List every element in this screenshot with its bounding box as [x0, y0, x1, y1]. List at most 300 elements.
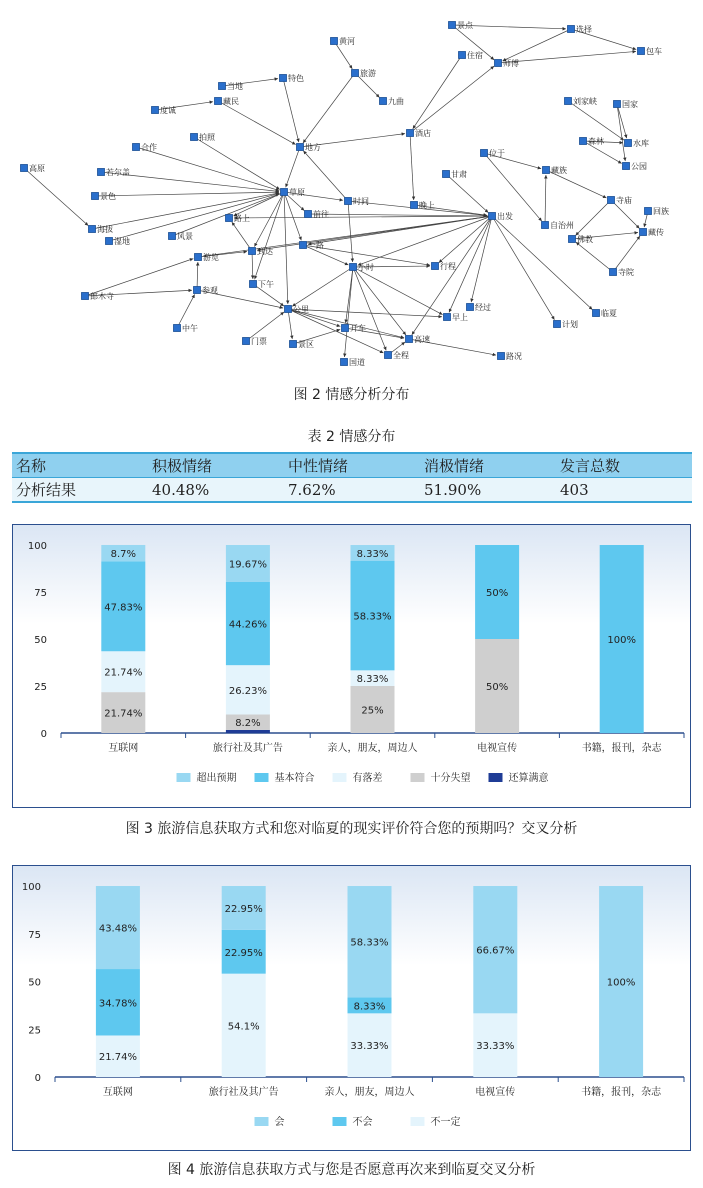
node-marker	[297, 144, 304, 151]
node-marker	[21, 165, 28, 172]
node-marker	[593, 310, 600, 317]
table-header-cell: 名称	[16, 457, 47, 475]
node-label: 选择	[576, 25, 592, 34]
graph-edge	[92, 193, 279, 229]
graph-node	[543, 165, 568, 175]
graph-node	[191, 132, 216, 142]
node-marker	[407, 130, 414, 137]
category-label: 旅行社及其广告	[212, 743, 283, 754]
graph-node	[280, 73, 305, 83]
node-label: 草原	[289, 188, 305, 197]
graph-edge	[471, 216, 492, 302]
nodes-group	[21, 20, 670, 367]
node-label: 一路	[308, 241, 324, 250]
graph-edge	[303, 151, 348, 201]
node-label: 旅游	[360, 69, 376, 78]
legend-label: 十分失望	[430, 773, 471, 784]
graph-node	[554, 319, 579, 329]
graph-node	[498, 351, 523, 361]
data-label: 34.78%	[98, 998, 137, 1010]
data-label: 100%	[607, 635, 636, 646]
node-marker	[331, 38, 338, 45]
graph-node	[250, 279, 275, 289]
data-label: 50%	[485, 682, 509, 693]
node-marker	[82, 293, 89, 300]
node-marker	[249, 248, 256, 255]
graph-edge	[288, 309, 292, 339]
node-label: 寺院	[618, 268, 634, 277]
node-label: 若尔盖	[106, 168, 130, 177]
graph-node	[92, 191, 117, 201]
data-label: 22.95%	[224, 947, 263, 959]
data-label: 21.74%	[104, 667, 143, 679]
node-marker	[543, 167, 550, 174]
node-marker	[92, 193, 99, 200]
node-marker	[342, 325, 349, 332]
graph-node	[106, 236, 131, 246]
node-marker	[640, 229, 647, 236]
data-label: 19.67%	[228, 559, 267, 571]
graph-edge	[286, 147, 300, 187]
y-tick-label: 50	[28, 977, 41, 989]
table-cell: 51.90%	[424, 480, 482, 499]
node-label: 水库	[633, 139, 649, 148]
data-label: 21.74%	[104, 708, 143, 720]
legend-swatch	[333, 773, 347, 782]
legend-swatch	[255, 773, 269, 782]
data-label: 22.95%	[224, 903, 263, 915]
graph-node	[342, 323, 367, 333]
data-label: 58.33%	[353, 611, 392, 623]
graph-edge	[288, 309, 442, 317]
graph-node	[249, 246, 274, 256]
graph-edge	[85, 259, 193, 296]
node-marker	[449, 22, 456, 29]
graph-edge	[303, 73, 355, 143]
graph-node	[625, 138, 650, 148]
node-label: 酒店	[415, 129, 431, 138]
graph-node	[495, 58, 520, 68]
y-tick-label: 75	[34, 588, 47, 599]
node-label: 到达	[257, 247, 273, 256]
category-label: 亲人，朋友，周边人	[327, 743, 418, 754]
table2-title: 表 2 情感分布	[307, 429, 396, 445]
graph-node	[407, 128, 432, 138]
node-marker	[215, 98, 222, 105]
graph-edge	[484, 153, 542, 221]
node-marker	[542, 222, 549, 229]
node-marker	[481, 150, 488, 157]
data-label: 25%	[361, 705, 384, 717]
graph-edge	[255, 192, 284, 279]
node-label: 开车	[350, 324, 366, 333]
node-marker	[580, 138, 587, 145]
node-label: 藏传	[648, 228, 664, 237]
graph-edge	[95, 192, 279, 196]
graph-node	[350, 262, 375, 272]
node-marker	[565, 98, 572, 105]
data-label: 47.83%	[104, 602, 143, 614]
graph-edge	[284, 192, 301, 240]
category-label: 互联网	[108, 743, 139, 754]
node-marker	[106, 238, 113, 245]
node-marker	[467, 304, 474, 311]
category-label: 电视宣传	[475, 1087, 516, 1098]
graph-edge	[283, 78, 299, 142]
data-label: 8.33%	[356, 548, 389, 560]
graph-node	[89, 224, 114, 234]
graph-edge	[136, 147, 279, 191]
node-label: 国道	[349, 358, 365, 367]
node-marker	[341, 359, 348, 366]
node-marker	[385, 352, 392, 359]
graph-node	[385, 350, 410, 360]
graph-node	[281, 187, 306, 197]
node-label: 特色	[288, 74, 304, 83]
data-label: 33.33%	[476, 1041, 515, 1053]
graph-node	[610, 267, 635, 277]
legend-swatch	[411, 773, 425, 782]
node-label: 拍照	[199, 133, 215, 142]
table-cell: 40.48%	[152, 480, 210, 499]
graph-node	[449, 20, 474, 30]
legend-label: 不一定	[430, 1117, 461, 1128]
graph-node	[580, 136, 605, 146]
graph-node	[290, 339, 315, 349]
node-marker	[305, 211, 312, 218]
category-label: 电视宣传	[477, 743, 518, 754]
node-marker	[614, 101, 621, 108]
node-label: 湿地	[114, 237, 130, 246]
node-marker	[569, 236, 576, 243]
graph-node	[226, 213, 251, 223]
node-label: 寺庙	[616, 196, 632, 205]
graph-node	[133, 142, 158, 152]
node-label: 临夏	[601, 309, 617, 318]
table-header-cell: 中性情绪	[288, 457, 349, 475]
graph-node	[285, 305, 310, 314]
graph-node	[152, 105, 177, 115]
graph-edge	[410, 133, 414, 200]
node-label: 佛教	[577, 235, 593, 244]
graph-node	[593, 308, 618, 318]
graph-edge	[254, 192, 284, 247]
graph-edge	[576, 200, 611, 235]
node-label: 行程	[440, 262, 456, 271]
table-row	[12, 478, 692, 503]
node-label: 小时	[358, 263, 374, 272]
node-label: 游览	[203, 253, 219, 262]
graph-node	[98, 167, 131, 177]
legend-swatch	[489, 773, 503, 782]
graph-node	[467, 302, 492, 312]
node-marker	[406, 336, 413, 343]
node-marker	[290, 341, 297, 348]
node-label: 下午	[258, 280, 274, 289]
legend-label: 会	[274, 1117, 285, 1128]
graph-node	[331, 36, 356, 46]
graph-node	[345, 196, 370, 206]
node-marker	[489, 213, 496, 220]
node-label: 景点	[457, 21, 473, 30]
table-cell: 403	[560, 480, 589, 499]
graph-node	[195, 252, 220, 262]
graph-node	[406, 334, 431, 344]
node-label: 全程	[393, 351, 409, 360]
node-marker	[444, 314, 451, 321]
node-label: 出发	[497, 212, 513, 221]
legend-label: 基本符合	[274, 773, 315, 784]
node-marker	[554, 321, 561, 328]
node-marker	[498, 353, 505, 360]
node-marker	[133, 144, 140, 151]
data-label: 8.2%	[235, 718, 261, 730]
node-marker	[625, 140, 632, 147]
graph-edge	[308, 214, 487, 216]
graph-node	[194, 285, 219, 295]
edges-group	[24, 25, 648, 357]
graph-node	[569, 234, 594, 244]
graph-node	[444, 312, 469, 322]
graph-node	[243, 336, 268, 346]
table-header-cell: 发言总数	[560, 457, 621, 475]
graph-edge	[194, 137, 280, 189]
node-marker	[243, 338, 250, 345]
table-cell: 分析结果	[16, 481, 77, 499]
graph-edge	[446, 174, 488, 213]
graph-node	[169, 231, 194, 241]
legend-label: 有落差	[352, 773, 383, 784]
node-label: 高原	[29, 164, 45, 173]
node-label: 自治州	[550, 221, 574, 230]
node-marker	[443, 171, 450, 178]
data-label: 54.1%	[227, 1021, 260, 1033]
node-marker	[194, 287, 201, 294]
graph-node	[623, 162, 648, 171]
graph-edge	[353, 267, 443, 315]
graph-edge	[292, 267, 353, 306]
node-label: 甘肃	[451, 170, 467, 179]
graph-node	[645, 206, 670, 216]
figure4-chart-frame	[12, 865, 691, 1151]
data-label: 8.33%	[356, 674, 389, 686]
node-marker	[608, 197, 615, 204]
graph-node	[608, 195, 633, 205]
graph-node	[352, 68, 377, 78]
node-label: 前往	[313, 210, 329, 219]
data-label: 26.23%	[228, 685, 267, 697]
graph-node	[614, 99, 639, 109]
node-label: 九曲	[388, 97, 404, 106]
node-marker	[568, 26, 575, 33]
legend-swatch	[255, 1117, 269, 1126]
node-label: 森林	[588, 137, 604, 146]
node-marker	[285, 306, 292, 313]
node-marker	[345, 198, 352, 205]
category-label: 书籍，报刊，杂志	[581, 1087, 662, 1098]
graph-edge	[234, 216, 492, 218]
node-label: 黄河	[339, 37, 355, 46]
node-label: 师傅	[503, 59, 519, 68]
sentiment-network-graph	[0, 0, 703, 375]
graph-edge	[503, 29, 571, 61]
node-marker	[623, 163, 630, 170]
figure3-caption: 图 3 旅游信息获取方式和您对临夏的现实评价符合您的预期吗？交叉分析	[125, 821, 578, 837]
graph-node	[542, 220, 575, 230]
node-label: 国家	[622, 100, 638, 109]
node-label: 藏民	[223, 97, 239, 106]
data-label: 58.33%	[350, 937, 389, 949]
node-label: 合作	[141, 143, 157, 152]
graph-edge	[232, 222, 252, 251]
y-tick-label: 0	[34, 1073, 41, 1084]
figure3-chart-frame	[12, 524, 691, 808]
node-label: 风景	[177, 232, 193, 241]
node-label: 公园	[631, 162, 647, 171]
graph-edge	[252, 251, 253, 279]
node-marker	[226, 215, 233, 222]
node-marker	[350, 264, 357, 271]
node-marker	[174, 325, 181, 332]
bar-segment	[226, 730, 270, 733]
figure4-caption: 图 4 旅游信息获取方式与您是否愿意再次来到临夏交叉分析	[167, 1162, 536, 1178]
node-marker	[195, 254, 202, 261]
node-marker	[638, 48, 645, 55]
node-marker	[191, 134, 198, 141]
graph-edge	[197, 262, 198, 290]
category-label: 亲人，朋友，周边人	[324, 1087, 415, 1098]
graph-node	[638, 46, 663, 56]
graph-edge	[613, 236, 640, 272]
graph-node	[432, 261, 457, 271]
graph-edge	[545, 175, 546, 225]
table-header-cell: 消极情绪	[424, 457, 485, 475]
node-label: 地方	[305, 143, 321, 152]
node-label: 藏族	[551, 166, 567, 175]
y-tick-label: 25	[28, 1025, 41, 1037]
node-marker	[169, 233, 176, 240]
graph-node	[341, 357, 366, 367]
graph-edge	[617, 104, 627, 138]
node-label: 路况	[506, 352, 522, 361]
y-tick-label: 50	[34, 635, 47, 646]
graph-node	[215, 96, 240, 106]
node-label: 路上	[234, 214, 250, 223]
graph-edge	[492, 216, 554, 320]
node-marker	[380, 98, 387, 105]
y-tick-label: 0	[40, 729, 47, 740]
data-label: 21.74%	[98, 1052, 137, 1064]
graph-edge	[492, 216, 592, 310]
legend-swatch	[177, 773, 191, 782]
node-label: 经过	[475, 303, 491, 312]
graph-node	[380, 96, 405, 106]
node-label: 郎木寺	[90, 292, 114, 301]
graph-node	[411, 200, 436, 210]
node-label: 度诚	[160, 106, 176, 115]
graph-node	[219, 81, 244, 91]
node-label: 中午	[182, 324, 198, 333]
graph-edge	[576, 242, 613, 272]
figure2-caption: 图 2 情感分析分布	[293, 387, 410, 403]
graph-edge	[410, 66, 494, 133]
legend-label: 超出预期	[196, 773, 237, 784]
data-label: 43.48%	[98, 923, 137, 935]
graph-edge	[353, 267, 386, 350]
graph-node	[21, 163, 46, 173]
node-marker	[300, 242, 307, 249]
node-label: 当地	[227, 82, 243, 91]
expectation-stacked-bar-chart	[13, 525, 690, 807]
node-marker	[89, 226, 96, 233]
graph-node	[82, 291, 115, 301]
node-marker	[495, 60, 502, 67]
node-marker	[152, 107, 159, 114]
legend-swatch	[333, 1117, 347, 1126]
data-label: 8.33%	[353, 1001, 386, 1013]
node-label: 景色	[100, 192, 116, 201]
node-marker	[610, 269, 617, 276]
graph-node	[300, 240, 325, 250]
node-label: 刘家峡	[573, 97, 597, 106]
graph-edge	[358, 216, 492, 265]
legend-swatch	[411, 1117, 425, 1126]
table-header-cell: 积极情绪	[152, 457, 213, 475]
revisit-stacked-bar-chart	[13, 866, 690, 1150]
node-marker	[352, 70, 359, 77]
legend-label: 还算满意	[508, 773, 549, 784]
graph-edge	[617, 104, 625, 161]
graph-node	[174, 323, 199, 333]
data-label: 8.7%	[110, 549, 137, 561]
graph-edge	[413, 55, 462, 129]
node-label: 景区	[298, 340, 314, 349]
category-label: 旅行社及其广告	[208, 1087, 279, 1098]
node-label: 高速	[414, 335, 430, 344]
graph-node	[565, 96, 598, 106]
table-header-row	[12, 453, 692, 478]
node-marker	[459, 52, 466, 59]
table-cell: 7.62%	[288, 480, 336, 499]
graph-node	[640, 227, 665, 237]
node-label: 住宿	[467, 51, 483, 60]
graph-edge	[177, 294, 195, 328]
node-marker	[432, 263, 439, 270]
node-label: 位于	[489, 149, 505, 158]
node-label: 包车	[646, 47, 662, 56]
node-label: 参观	[202, 286, 218, 295]
node-marker	[98, 169, 105, 176]
node-marker	[645, 208, 652, 215]
legend-label: 不会	[352, 1117, 373, 1128]
graph-edge	[109, 193, 279, 241]
node-label: 时间	[353, 197, 369, 206]
y-tick-label: 100	[21, 882, 41, 893]
category-label: 互联网	[102, 1087, 133, 1098]
graph-node	[489, 211, 514, 221]
graph-node	[481, 148, 506, 158]
data-label: 33.33%	[350, 1041, 389, 1053]
graph-node	[305, 209, 330, 219]
node-label: 早上	[452, 313, 468, 322]
graph-edge	[218, 101, 296, 145]
node-marker	[281, 189, 288, 196]
node-marker	[219, 83, 226, 90]
node-label: 回族	[653, 207, 669, 216]
y-tick-label: 100	[27, 541, 47, 552]
node-marker	[280, 75, 287, 82]
node-marker	[250, 281, 257, 288]
